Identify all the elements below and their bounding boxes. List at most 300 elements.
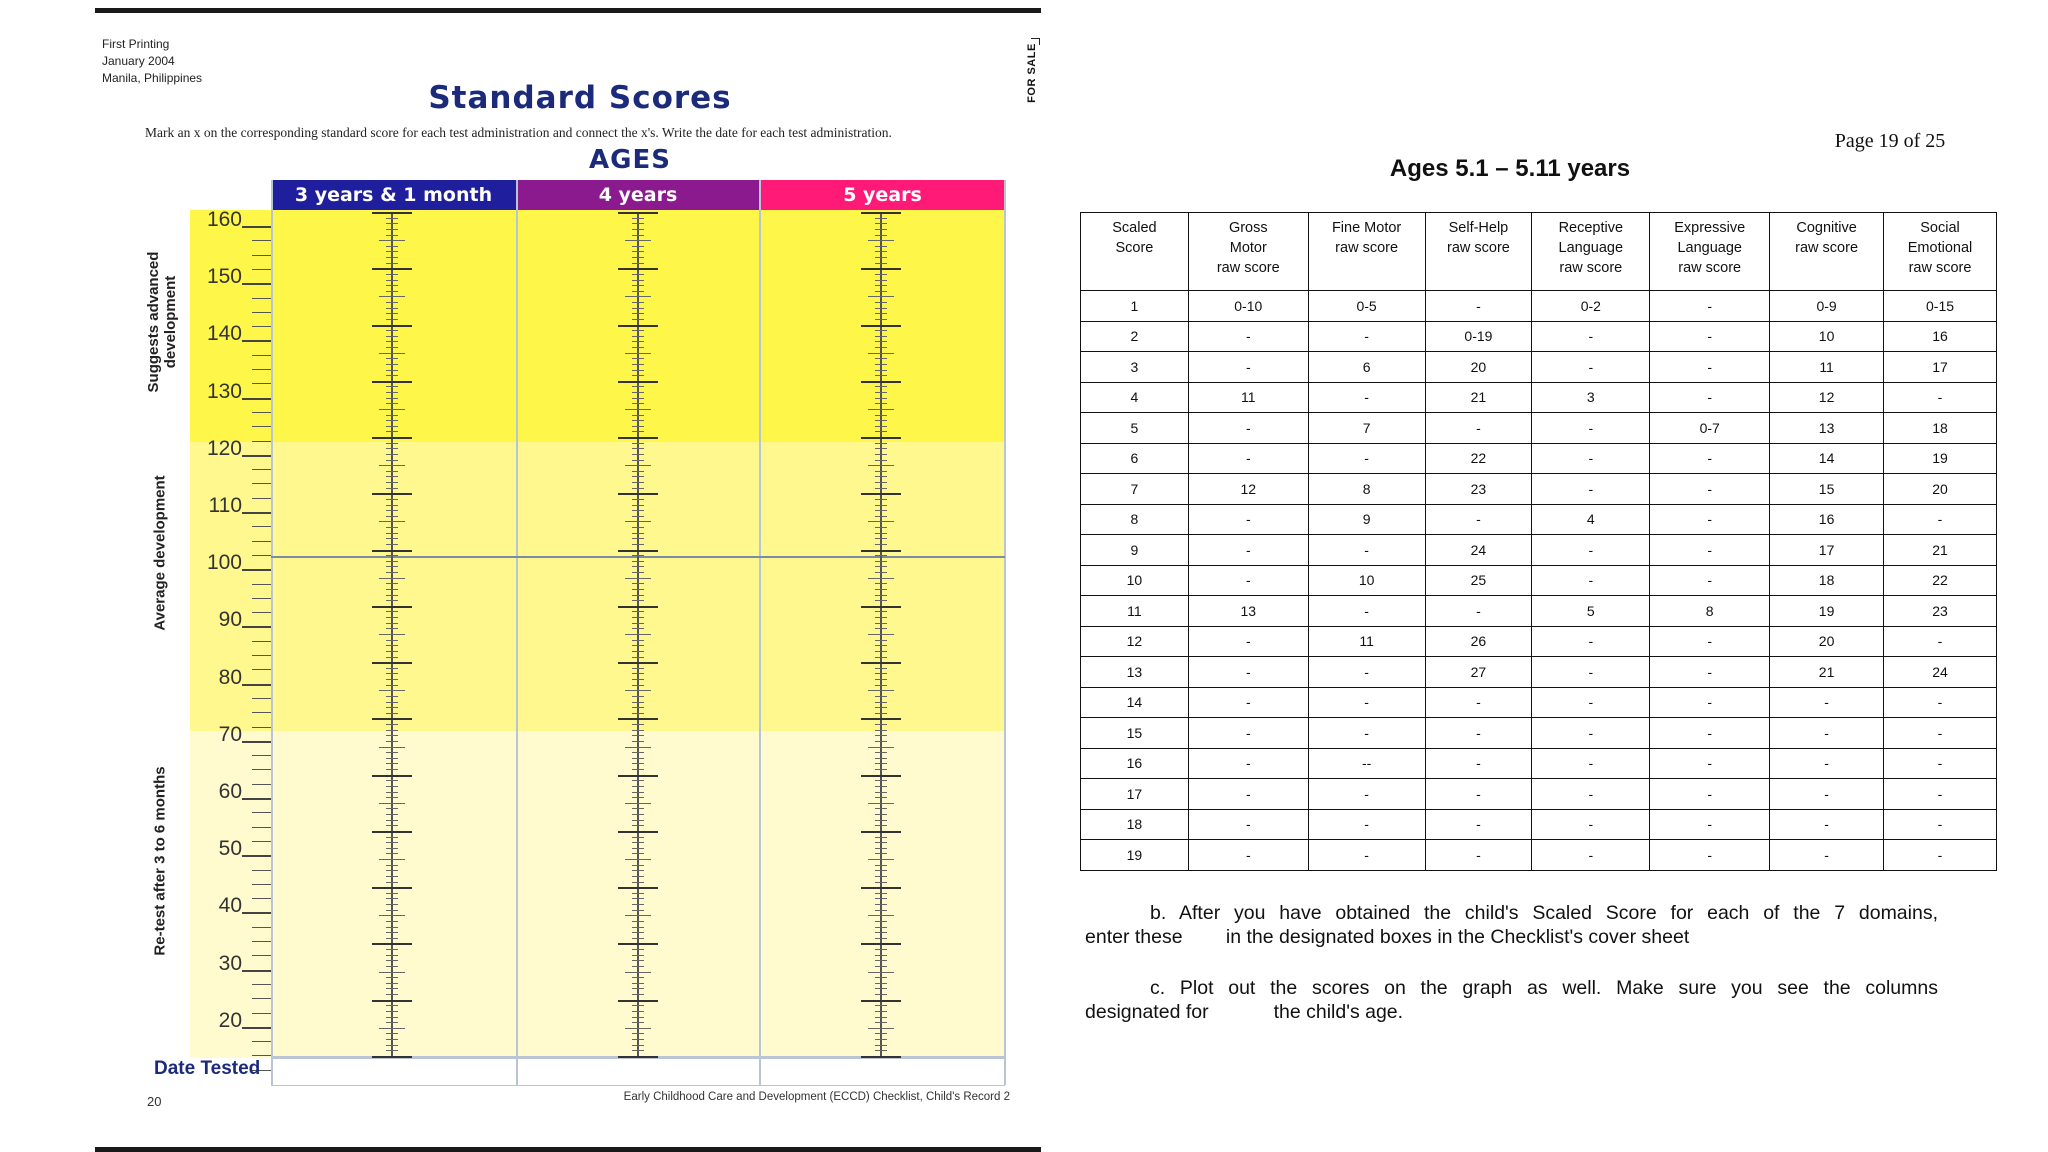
ruler-tick (618, 268, 658, 270)
ruler-tick (632, 426, 644, 427)
raw-score-cell: - (1425, 779, 1532, 810)
raw-score-cell: 0-15 (1884, 291, 1997, 322)
raw-score-cell: 27 (1425, 657, 1532, 688)
ruler-tick (875, 583, 887, 584)
ruler-tick (632, 651, 644, 652)
ruler-tick (386, 566, 398, 567)
ruler-tick (632, 1050, 644, 1051)
ruler-tick (632, 797, 644, 798)
ruler-tick (372, 212, 412, 214)
ruler-tick (386, 499, 398, 500)
raw-score-cell: 0-9 (1770, 291, 1884, 322)
raw-score-cell: - (1884, 718, 1997, 749)
ruler-tick (632, 848, 644, 849)
y-axis-label: 160 (206, 208, 242, 231)
raw-score-cell: - (1532, 443, 1650, 474)
raw-score-cell: - (1770, 840, 1884, 871)
raw-score-cell: 18 (1770, 565, 1884, 596)
raw-score-cell: - (1650, 504, 1770, 535)
ruler-tick (386, 966, 398, 967)
ruler-tick (632, 341, 644, 342)
ruler-tick (868, 859, 894, 860)
ruler-tick (386, 898, 398, 899)
ruler-tick (632, 274, 644, 275)
column-divider (759, 180, 761, 1085)
ruler-tick (632, 927, 644, 928)
ruler-tick (632, 910, 644, 911)
raw-score-cell: 0-10 (1188, 291, 1308, 322)
table-header-line: raw score (1447, 240, 1510, 256)
ruler-tick (632, 499, 644, 500)
y-axis-label: 70 (218, 722, 242, 746)
ruler-tick (625, 859, 651, 860)
y-axis-minor-tick (252, 426, 271, 427)
y-axis-minor-tick (252, 769, 271, 770)
raw-score-cell: - (1425, 687, 1532, 718)
date-field-4y[interactable] (516, 1058, 760, 1086)
ruler-tick (618, 775, 658, 777)
ruler-tick (875, 274, 887, 275)
table-header-line: raw score (1335, 240, 1399, 256)
ruler-tick (875, 837, 887, 838)
ruler-tick (875, 977, 887, 978)
raw-score-cell: 7 (1308, 413, 1425, 444)
raw-score-cell: - (1770, 718, 1884, 749)
table-row (1081, 504, 1997, 535)
ruler-tick (875, 758, 887, 759)
ruler-tick (632, 865, 644, 866)
ruler-tick (861, 718, 901, 720)
ruler-tick (861, 212, 901, 214)
ruler-tick (386, 454, 398, 455)
ruler-tick (386, 848, 398, 849)
scaled-score-cell: 6 (1081, 443, 1189, 474)
date-field-3y1m[interactable] (271, 1058, 517, 1086)
table-header-line: Scaled (1112, 220, 1157, 236)
page-indicator: Page 19 of 25 (1834, 130, 1946, 152)
raw-score-cell: - (1650, 474, 1770, 505)
note-c-line: c. Plot out the scores on the graph as well. Make sure you see the columns (1150, 977, 1938, 999)
ruler-tick (632, 679, 644, 680)
ruler-tick (632, 308, 644, 309)
ruler-tick (386, 510, 398, 511)
ruler-tick (875, 1005, 887, 1006)
ruler-tick (372, 493, 412, 495)
ruler-tick (875, 370, 887, 371)
y-axis-major-tick (242, 912, 271, 914)
score-ruler-3y1m[interactable] (367, 212, 417, 1056)
ruler-tick (386, 820, 398, 821)
ruler-tick (632, 876, 644, 877)
raw-score-cell: - (1532, 809, 1650, 840)
y-axis-label: 100 (206, 551, 242, 575)
y-axis-label: 140 (206, 322, 242, 346)
ruler-tick (875, 600, 887, 601)
ruler-tick (632, 251, 644, 252)
raw-score-cell: 8 (1650, 596, 1770, 627)
scaled-score-cell: 2 (1081, 321, 1189, 352)
table-row (1081, 413, 1997, 444)
ruler-tick (625, 409, 651, 410)
ruler-tick (386, 375, 398, 376)
raw-score-cell: 21 (1770, 657, 1884, 688)
ruler-tick (386, 347, 398, 348)
ruler-tick (632, 538, 644, 539)
raw-score-cell: 4 (1532, 504, 1650, 535)
ruler-tick (618, 718, 658, 720)
ruler-tick (632, 443, 644, 444)
page-number: 20 (147, 1094, 162, 1109)
ruler-tick (386, 927, 398, 928)
column-header-3y1m: 3 years & 1 month (271, 180, 516, 210)
raw-score-cell: - (1308, 535, 1425, 566)
ruler-tick (386, 505, 398, 506)
ruler-tick (386, 640, 398, 641)
scaled-score-cell: 13 (1081, 657, 1189, 688)
ruler-tick (386, 448, 398, 449)
ruler-tick (861, 268, 901, 270)
ruler-tick (875, 285, 887, 286)
note-c-line: designated for the child's age. (1085, 1001, 1404, 1023)
raw-score-cell: - (1532, 352, 1650, 383)
y-axis-label: 30 (218, 951, 242, 975)
table-header-line: Fine Motor (1331, 220, 1402, 236)
ruler-tick (632, 398, 644, 399)
table-row (1081, 779, 1997, 810)
table-row (1081, 657, 1997, 688)
ruler-tick (386, 893, 398, 894)
ruler-tick (875, 611, 887, 612)
ages-heading: Ages 5.1 – 5.11 years (1389, 155, 1631, 182)
ruler-tick (386, 285, 398, 286)
ruler-tick (632, 657, 644, 658)
ruler-tick (386, 600, 398, 601)
y-axis-minor-tick (252, 555, 271, 556)
ruler-tick (875, 848, 887, 849)
raw-score-cell: - (1884, 687, 1997, 718)
table-header-row (1081, 213, 1997, 291)
ruler-tick (875, 904, 887, 905)
table-header-line: Cognitive (1796, 220, 1857, 236)
ruler-tick (379, 465, 405, 466)
raw-score-cell: - (1188, 321, 1308, 352)
ruler-tick (386, 527, 398, 528)
scaled-score-cell: 5 (1081, 413, 1189, 444)
ruler-tick (625, 296, 651, 297)
ruler-tick (632, 932, 644, 933)
ruler-tick (861, 662, 901, 664)
ruler-tick (875, 499, 887, 500)
ruler-tick (386, 651, 398, 652)
ruler-tick (386, 628, 398, 629)
scaled-score-cell: 11 (1081, 596, 1189, 627)
ruler-tick (386, 257, 398, 258)
scaled-score-cell: 10 (1081, 565, 1189, 596)
ruler-tick (625, 465, 651, 466)
raw-score-cell: 21 (1425, 382, 1532, 413)
side-label-line: development (162, 275, 179, 369)
ruler-tick (632, 516, 644, 517)
table-row (1081, 352, 1997, 383)
raw-score-cell: - (1425, 596, 1532, 627)
ruler-tick (875, 741, 887, 742)
ruler-tick (875, 1050, 887, 1051)
raw-score-cell: - (1188, 779, 1308, 810)
table-header-line: Expressive (1674, 220, 1746, 236)
y-axis-label: 20 (218, 1008, 242, 1032)
raw-score-cell: 3 (1532, 382, 1650, 413)
ruler-tick (632, 454, 644, 455)
raw-score-cell: - (1532, 626, 1650, 657)
ruler-tick (386, 572, 398, 573)
y-axis-minor-tick (252, 441, 271, 442)
raw-score-cell: - (1188, 748, 1308, 779)
ruler-tick (386, 251, 398, 252)
raw-score-cell: 10 (1308, 565, 1425, 596)
ruler-tick (868, 634, 894, 635)
ruler-tick (386, 780, 398, 781)
ruler-tick (875, 792, 887, 793)
ruler-tick (861, 887, 901, 889)
printing-info (102, 36, 202, 87)
y-axis-minor-tick (252, 255, 271, 256)
y-axis-minor-tick (252, 898, 271, 899)
ruler-tick (386, 488, 398, 489)
ruler-tick (632, 685, 644, 686)
ruler-tick (875, 780, 887, 781)
ruler-tick (632, 336, 644, 337)
scaled-score-cell: 7 (1081, 474, 1189, 505)
ruler-tick (875, 223, 887, 224)
ruler-tick (386, 763, 398, 764)
table-header-cell (1308, 213, 1425, 291)
ruler-tick (386, 685, 398, 686)
ruler-tick (386, 730, 398, 731)
ruler-tick (875, 471, 887, 472)
ruler-tick (875, 561, 887, 562)
ruler-tick (875, 595, 887, 596)
ruler-tick (632, 566, 644, 567)
ruler-tick (625, 747, 651, 748)
ruler-tick (875, 392, 887, 393)
y-axis-major-tick (242, 855, 271, 857)
ruler-tick (875, 398, 887, 399)
footer-text: Early Childhood Care and Development (ECCD) Checklist, Child's Record 2 (623, 1091, 1010, 1103)
raw-score-cell: - (1532, 474, 1650, 505)
raw-score-cell: - (1770, 748, 1884, 779)
ruler-tick (632, 792, 644, 793)
ruler-tick (386, 246, 398, 247)
ruler-tick (875, 645, 887, 646)
ruler-tick (875, 1011, 887, 1012)
ruler-tick (386, 870, 398, 871)
y-axis-minor-tick (252, 612, 271, 613)
raw-score-cell: - (1650, 809, 1770, 840)
raw-score-cell: - (1188, 626, 1308, 657)
raw-score-cell: - (1188, 535, 1308, 566)
y-axis-label: 130 (206, 379, 242, 403)
ruler-tick (868, 521, 894, 522)
y-axis-minor-tick (252, 984, 271, 985)
ruler-tick (386, 786, 398, 787)
raw-score-cell: - (1884, 626, 1997, 657)
ruler-tick (386, 741, 398, 742)
y-axis-major-tick (242, 569, 271, 571)
ruler-tick (632, 808, 644, 809)
ruler-tick (875, 673, 887, 674)
y-axis-major-tick (242, 455, 271, 457)
ruler-tick (386, 983, 398, 984)
ruler-tick (372, 718, 412, 720)
raw-score-cell: - (1308, 718, 1425, 749)
ruler-tick (861, 606, 901, 608)
ruler-tick (386, 882, 398, 883)
ruler-tick (875, 229, 887, 230)
raw-score-cell: - (1532, 657, 1650, 688)
ruler-tick (632, 561, 644, 562)
ruler-tick (386, 949, 398, 950)
raw-score-cell: 19 (1884, 443, 1997, 474)
raw-score-cell: - (1532, 840, 1650, 871)
ruler-tick (875, 893, 887, 894)
ruler-tick (632, 471, 644, 472)
ruler-tick (632, 1005, 644, 1006)
raw-score-cell: - (1532, 748, 1650, 779)
ruler-tick (386, 280, 398, 281)
ruler-tick (632, 741, 644, 742)
y-axis-minor-tick (252, 483, 271, 484)
table-row (1081, 321, 1997, 352)
raw-score-cell: - (1425, 748, 1532, 779)
raw-score-cell: 8 (1308, 474, 1425, 505)
ruler-tick (632, 955, 644, 956)
ruler-tick (386, 358, 398, 359)
table-row (1081, 443, 1997, 474)
table-header-line: raw score (1678, 260, 1742, 276)
ruler-tick (372, 831, 412, 833)
raw-score-cell: 20 (1425, 352, 1532, 383)
raw-score-cell: 21 (1884, 535, 1997, 566)
ruler-tick (386, 291, 398, 292)
ruler-tick (875, 1033, 887, 1034)
ruler-tick (625, 578, 651, 579)
y-axis-minor-tick (252, 584, 271, 585)
ruler-tick (386, 938, 398, 939)
score-ruler-5y[interactable] (856, 212, 906, 1056)
table-header-cell (1770, 213, 1884, 291)
ruler-tick (618, 606, 658, 608)
y-axis-minor-tick (252, 298, 271, 299)
raw-score-cell: 19 (1770, 596, 1884, 627)
y-axis-label: 90 (218, 608, 242, 632)
y-axis-major-tick (242, 283, 271, 285)
ruler-tick (386, 516, 398, 517)
ruler-tick (861, 325, 901, 327)
ruler-tick (875, 448, 887, 449)
table-row (1081, 565, 1997, 596)
ruler-tick (386, 1011, 398, 1012)
raw-score-cell: 20 (1884, 474, 1997, 505)
ruler-tick (386, 336, 398, 337)
ruler-tick (875, 426, 887, 427)
y-axis-major-tick (242, 798, 271, 800)
ruler-tick (632, 977, 644, 978)
ruler-tick (632, 983, 644, 984)
ruler-tick (386, 1033, 398, 1034)
ruler-tick (379, 690, 405, 691)
ruler-tick (632, 555, 644, 556)
ruler-tick (868, 296, 894, 297)
ruler-tick (386, 825, 398, 826)
ruler-tick (386, 837, 398, 838)
ruler-tick (632, 476, 644, 477)
table-header-line: raw score (1795, 240, 1859, 256)
ruler-tick (632, 820, 644, 821)
ruler-tick (875, 420, 887, 421)
score-ruler-4y[interactable] (613, 212, 663, 1056)
ruler-tick (632, 600, 644, 601)
ruler-tick (386, 302, 398, 303)
y-axis-minor-tick (252, 641, 271, 642)
ruler-tick (386, 415, 398, 416)
ruler-tick (386, 724, 398, 725)
raw-score-cell: - (1308, 687, 1425, 718)
ruler-tick (372, 268, 412, 270)
y-axis-minor-tick (252, 383, 271, 384)
scaled-score-cell: 4 (1081, 382, 1189, 413)
scaled-score-cell: 17 (1081, 779, 1189, 810)
ruler-tick (875, 291, 887, 292)
ruler-tick (386, 617, 398, 618)
ruler-tick (386, 583, 398, 584)
ruler-tick (861, 437, 901, 439)
note-c (1085, 976, 1938, 1024)
y-axis-minor-tick (252, 355, 271, 356)
ruler-tick (868, 240, 894, 241)
ruler-tick (875, 347, 887, 348)
ruler-tick (386, 853, 398, 854)
date-field-5y[interactable] (759, 1058, 1005, 1086)
ruler-tick (618, 1000, 658, 1002)
ruler-tick (386, 735, 398, 736)
ruler-tick (386, 235, 398, 236)
ruler-tick (875, 1017, 887, 1018)
raw-score-cell: 17 (1884, 352, 1997, 383)
ruler-tick (386, 1045, 398, 1046)
note-b-line: b. After you have obtained the child's Scaled Score for each of the 7 domains, (1150, 902, 1938, 924)
ruler-tick (875, 476, 887, 477)
raw-score-cell: - (1308, 321, 1425, 352)
y-axis-minor-tick (252, 412, 271, 413)
raw-score-cell: - (1884, 779, 1997, 810)
ruler-tick (632, 628, 644, 629)
ruler-tick (632, 724, 644, 725)
ruler-tick (632, 617, 644, 618)
ruler-tick (875, 443, 887, 444)
table-row (1081, 626, 1997, 657)
ruler-tick (625, 972, 651, 973)
raw-score-cell: 20 (1770, 626, 1884, 657)
ruler-tick (868, 465, 894, 466)
table-header-cell (1188, 213, 1308, 291)
raw-score-cell: 25 (1425, 565, 1532, 596)
ruler-tick (875, 994, 887, 995)
ruler-tick (868, 353, 894, 354)
raw-score-cell: - (1650, 687, 1770, 718)
ruler-tick (875, 640, 887, 641)
ruler-tick (632, 527, 644, 528)
ruler-tick (386, 679, 398, 680)
